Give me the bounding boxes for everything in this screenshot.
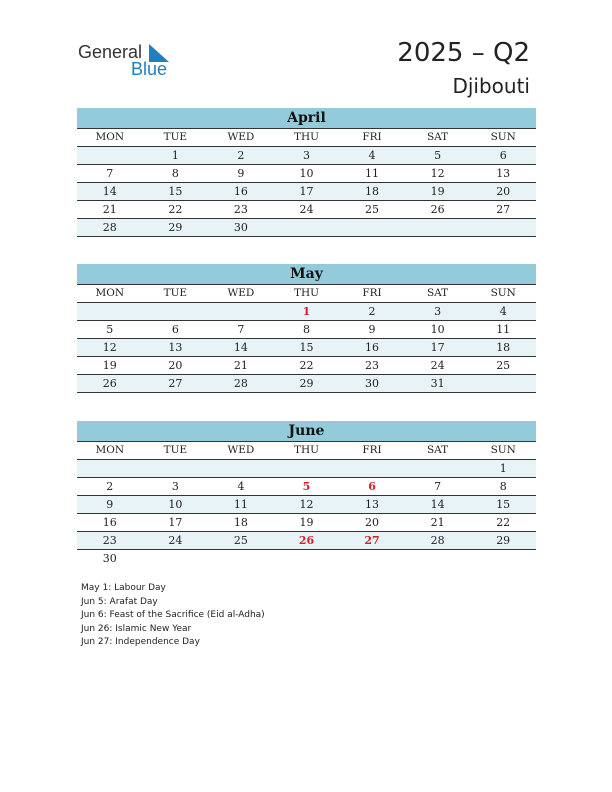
calendar-grid: [77, 284, 536, 393]
day-cell: 9: [339, 321, 405, 339]
weekday-label: WED: [208, 442, 274, 460]
day-cell: 12: [405, 165, 471, 183]
day-cell: 8: [274, 321, 340, 339]
logo-text-blue: Blue: [131, 59, 168, 79]
week-row: [77, 219, 536, 237]
day-cell: 27: [143, 375, 209, 393]
week-row: [77, 183, 536, 201]
week-row: [77, 514, 536, 532]
day-cell: 16: [208, 183, 274, 201]
calendar-grid: [77, 128, 536, 237]
weekday-label: FRI: [339, 285, 405, 303]
weekday-label: MON: [77, 285, 143, 303]
empty-cell: [274, 550, 340, 568]
day-cell: 27: [470, 201, 536, 219]
day-cell: 2: [339, 303, 405, 321]
day-cell: 20: [470, 183, 536, 201]
day-cell: 6: [339, 478, 405, 496]
day-cell: 12: [77, 339, 143, 357]
day-cell: 18: [208, 514, 274, 532]
day-cell: 21: [208, 357, 274, 375]
week-row: [77, 460, 536, 478]
weekday-label: SAT: [405, 285, 471, 303]
weekday-label: SUN: [470, 442, 536, 460]
day-cell: 23: [339, 357, 405, 375]
day-cell: 16: [77, 514, 143, 532]
month-june: [77, 421, 536, 567]
day-cell: 22: [470, 514, 536, 532]
day-cell: 22: [143, 201, 209, 219]
day-cell: 28: [77, 219, 143, 237]
week-row: [77, 357, 536, 375]
holiday-list: [81, 582, 265, 650]
day-cell: 5: [405, 147, 471, 165]
day-cell: 1: [274, 303, 340, 321]
weekday-label: TUE: [143, 129, 209, 147]
empty-cell: [208, 303, 274, 321]
day-cell: 4: [208, 478, 274, 496]
empty-cell: [274, 460, 340, 478]
day-cell: 11: [208, 496, 274, 514]
day-cell: 25: [208, 532, 274, 550]
weekday-label: WED: [208, 285, 274, 303]
day-cell: 1: [470, 460, 536, 478]
day-cell: 9: [208, 165, 274, 183]
empty-cell: [143, 460, 209, 478]
day-cell: 4: [339, 147, 405, 165]
day-cell: 9: [77, 496, 143, 514]
day-cell: 11: [470, 321, 536, 339]
day-cell: 26: [77, 375, 143, 393]
week-row: [77, 147, 536, 165]
day-cell: 20: [339, 514, 405, 532]
day-cell: 16: [339, 339, 405, 357]
month-title: May: [77, 264, 536, 284]
day-cell: 1: [143, 147, 209, 165]
holiday-item: Jun 6: Feast of the Sacrifice (Eid al-Adha): [81, 610, 265, 620]
day-cell: 6: [143, 321, 209, 339]
day-cell: 17: [143, 514, 209, 532]
day-cell: 26: [405, 201, 471, 219]
weekday-label: FRI: [339, 129, 405, 147]
day-cell: 22: [274, 357, 340, 375]
week-row: [77, 303, 536, 321]
day-cell: 5: [274, 478, 340, 496]
day-cell: 13: [470, 165, 536, 183]
day-cell: 30: [208, 219, 274, 237]
day-cell: 29: [143, 219, 209, 237]
holiday-item: Jun 27: Independence Day: [81, 637, 200, 647]
month-title: June: [77, 421, 536, 441]
week-row: [77, 532, 536, 550]
day-cell: 10: [405, 321, 471, 339]
day-cell: 2: [208, 147, 274, 165]
day-cell: 23: [77, 532, 143, 550]
weekday-label: SUN: [470, 129, 536, 147]
day-cell: 15: [470, 496, 536, 514]
day-cell: 3: [143, 478, 209, 496]
day-cell: 17: [274, 183, 340, 201]
holiday-item: Jun 26: Islamic New Year: [81, 623, 192, 634]
weekday-label: THU: [274, 285, 340, 303]
day-cell: 7: [405, 478, 471, 496]
day-cell: 19: [77, 357, 143, 375]
weekday-label: THU: [274, 442, 340, 460]
day-cell: 14: [405, 496, 471, 514]
day-cell: 7: [77, 165, 143, 183]
country-name: Djibouti: [452, 74, 530, 98]
day-cell: 24: [405, 357, 471, 375]
day-cell: 6: [470, 147, 536, 165]
day-cell: 4: [470, 303, 536, 321]
day-cell: 20: [143, 357, 209, 375]
day-cell: 15: [143, 183, 209, 201]
day-cell: 30: [339, 375, 405, 393]
week-row: [77, 550, 536, 568]
day-cell: 26: [274, 532, 340, 550]
day-cell: 8: [470, 478, 536, 496]
day-cell: 15: [274, 339, 340, 357]
day-cell: 25: [470, 357, 536, 375]
month-may: [77, 264, 536, 393]
day-cell: 18: [339, 183, 405, 201]
week-row: [77, 339, 536, 357]
week-row: [77, 496, 536, 514]
day-cell: 7: [208, 321, 274, 339]
empty-cell: [470, 550, 536, 568]
day-cell: 17: [405, 339, 471, 357]
empty-cell: [405, 460, 471, 478]
day-cell: 28: [405, 532, 471, 550]
month-april: [77, 108, 536, 237]
week-row: [77, 375, 536, 393]
day-cell: 11: [339, 165, 405, 183]
day-cell: 25: [339, 201, 405, 219]
weekday-label: THU: [274, 129, 340, 147]
weekday-label: WED: [208, 129, 274, 147]
day-cell: 5: [77, 321, 143, 339]
day-cell: 31: [405, 375, 471, 393]
day-cell: 18: [470, 339, 536, 357]
weekday-label: SAT: [405, 129, 471, 147]
empty-cell: [339, 219, 405, 237]
week-row: [77, 478, 536, 496]
day-cell: 13: [339, 496, 405, 514]
weekday-label: MON: [77, 442, 143, 460]
month-title: April: [77, 108, 536, 128]
weekday-label: TUE: [143, 442, 209, 460]
day-cell: 10: [274, 165, 340, 183]
day-cell: 29: [470, 532, 536, 550]
weekday-label: SAT: [405, 442, 471, 460]
empty-cell: [405, 550, 471, 568]
weekday-label: SUN: [470, 285, 536, 303]
day-cell: 19: [274, 514, 340, 532]
empty-cell: [143, 550, 209, 568]
week-row: [77, 165, 536, 183]
empty-cell: [339, 550, 405, 568]
empty-cell: [77, 460, 143, 478]
day-cell: 27: [339, 532, 405, 550]
day-cell: 21: [77, 201, 143, 219]
empty-cell: [274, 219, 340, 237]
empty-cell: [405, 219, 471, 237]
day-cell: 29: [274, 375, 340, 393]
day-cell: 30: [77, 550, 143, 568]
day-cell: 24: [274, 201, 340, 219]
weekday-label: FRI: [339, 442, 405, 460]
page-title: 2025 – Q2: [397, 38, 530, 68]
empty-cell: [339, 460, 405, 478]
day-cell: 2: [77, 478, 143, 496]
logo-text-general: General: [78, 42, 143, 62]
empty-cell: [470, 219, 536, 237]
week-row: [77, 201, 536, 219]
day-cell: 23: [208, 201, 274, 219]
holiday-item: May 1: Labour Day: [81, 583, 166, 593]
calendar-grid: [77, 441, 536, 567]
day-cell: 13: [143, 339, 209, 357]
day-cell: 19: [405, 183, 471, 201]
day-cell: 3: [274, 147, 340, 165]
empty-cell: [77, 147, 143, 165]
weekday-label: MON: [77, 129, 143, 147]
empty-cell: [77, 303, 143, 321]
empty-cell: [208, 460, 274, 478]
day-cell: 14: [208, 339, 274, 357]
day-cell: 21: [405, 514, 471, 532]
holiday-item: Jun 5: Arafat Day: [81, 596, 158, 607]
empty-cell: [470, 375, 536, 393]
weekday-label: TUE: [143, 285, 209, 303]
week-row: [77, 321, 536, 339]
day-cell: 3: [405, 303, 471, 321]
day-cell: 28: [208, 375, 274, 393]
day-cell: 24: [143, 532, 209, 550]
day-cell: 10: [143, 496, 209, 514]
empty-cell: [208, 550, 274, 568]
day-cell: 12: [274, 496, 340, 514]
empty-cell: [143, 303, 209, 321]
day-cell: 8: [143, 165, 209, 183]
day-cell: 14: [77, 183, 143, 201]
